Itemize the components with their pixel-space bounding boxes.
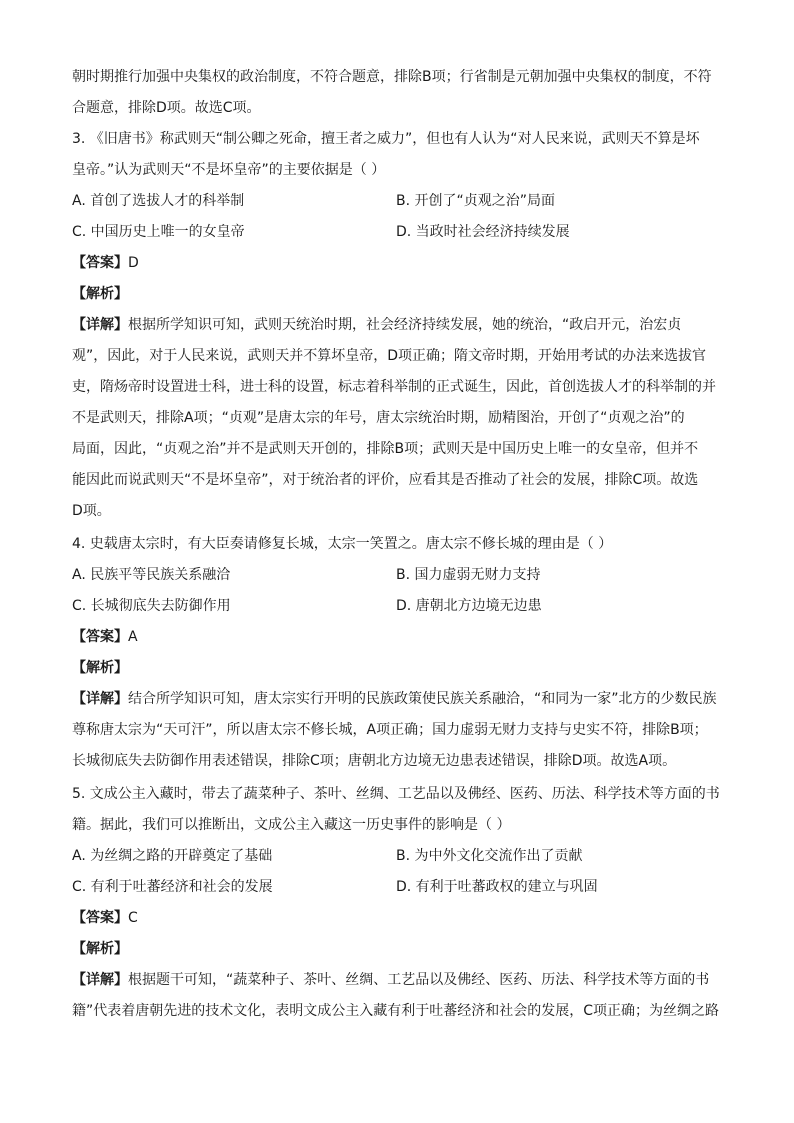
question-3-detail: 不是武则天，排除A项；“贞观”是唐太宗的年号，唐太宗统治时期，励精图治，开创了“贞观之治”的 — [72, 410, 685, 426]
question-3-analysis-tag: 【解析】 — [72, 286, 128, 302]
detail-text: 根据所学知识可知，武则天统治时期，社会经济持续发展，她的统治，“政启开元，治宏贞 — [128, 317, 682, 333]
text-line: 合题意，排除D项。故选C项。 — [72, 100, 261, 116]
question-4-analysis-tag: 【解析】 — [72, 660, 128, 676]
detail-tag: 【详解】 — [72, 972, 128, 988]
answer-tag: 【答案】 — [72, 629, 128, 645]
question-5-option-b: B. 为中外文化交流作出了贡献 — [396, 848, 583, 864]
question-5-analysis-tag: 【解析】 — [72, 941, 128, 957]
question-3-answer — [72, 254, 722, 272]
answer-tag: 【答案】 — [72, 255, 128, 271]
question-4-detail: 尊称唐太宗为“天可汗”，所以唐太宗不修长城，A项正确；国力虚弱无财力支持与史实不符，排除B项； — [72, 722, 708, 738]
question-3-detail: 吏，隋炀帝时设置进士科，进士科的设置，标志着科举制的正式诞生，因此，首创选拔人才的科举制的并 — [72, 379, 716, 395]
detail-text: 根据题干可知，“蔬菜种子、茶叶、丝绸、工艺品以及佛经、医药、历法、科学技术等方面的书 — [128, 972, 710, 988]
text-line: 朝时期推行加强中央集权的政治制度，不符合题意，排除B项；行省制是元朝加强中央集权的制度，不符 — [72, 69, 712, 85]
question-3-detail — [72, 316, 722, 334]
answer-value: A — [128, 629, 138, 645]
detail-text: 结合所学知识可知，唐太宗实行开明的民族政策使民族关系融洽，“和同为一家”北方的少数民族 — [128, 691, 717, 707]
question-3-option-b: B. 开创了“贞观之治”局面 — [396, 193, 556, 209]
question-3-option-a: A. 首创了选拔人才的科举制 — [72, 193, 245, 209]
question-4-stem: 4. 史载唐太宗时，有大臣奏请修复长城，太宗一笑置之。唐太宗不修长城的理由是（ ） — [72, 536, 613, 552]
question-4-option-c: C. 长城彻底失去防御作用 — [72, 598, 231, 614]
question-5-option-c: C. 有利于吐蕃经济和社会的发展 — [72, 879, 273, 895]
answer-tag: 【答案】 — [72, 910, 128, 926]
question-3-detail: D项。 — [72, 503, 111, 519]
question-3-stem: 3. 《旧唐书》称武则天“制公卿之死命，擅王者之威力”，但也有人认为“对人民来说，武则天不算是坏 — [72, 131, 700, 147]
answer-value: D — [128, 255, 139, 271]
question-5-stem: 5. 文成公主入藏时，带去了蔬菜种子、茶叶、丝绸、工艺品以及佛经、医药、历法、科学技术等方面的书 — [72, 786, 720, 802]
question-3-stem: 皇帝。”认为武则天“不是坏皇帝”的主要依据是（ ） — [72, 162, 386, 178]
question-4-option-b: B. 国力虚弱无财力支持 — [396, 567, 541, 583]
question-5-stem: 籍。据此，我们可以推断出，文成公主入藏这一历史事件的影响是（ ） — [72, 817, 511, 833]
question-4-option-a: A. 民族平等民族关系融洽 — [72, 567, 231, 583]
question-5-option-d: D. 有利于吐蕃政权的建立与巩固 — [396, 879, 598, 895]
question-5-detail — [72, 971, 722, 989]
answer-value: C — [128, 910, 138, 926]
question-3-detail: 局面，因此，“贞观之治”并不是武则天开创的，排除B项；武则天是中国历史上唯一的女皇帝，但并不 — [72, 441, 699, 457]
detail-tag: 【详解】 — [72, 317, 128, 333]
question-3-option-c: C. 中国历史上唯一的女皇帝 — [72, 224, 245, 240]
question-3-option-d: D. 当政时社会经济持续发展 — [396, 224, 570, 240]
question-3-detail: 能因此而说武则天“不是坏皇帝”，对于统治者的评价，应看其是否推动了社会的发展，排除C项。故选 — [72, 472, 699, 488]
question-5-option-a: A. 为丝绸之路的开辟奠定了基础 — [72, 848, 273, 864]
question-4-answer — [72, 628, 722, 646]
question-4-option-d: D. 唐朝北方边境无边患 — [396, 598, 542, 614]
question-4-detail: 长城彻底失去防御作用表述错误，排除C项；唐朝北方边境无边患表述错误，排除D项。故选A项。 — [72, 753, 677, 769]
question-5-detail: 籍”代表着唐朝先进的技术文化，表明文成公主入藏有利于吐蕃经济和社会的发展，C项正确；为丝绸之路 — [72, 1003, 720, 1019]
question-4-detail — [72, 690, 722, 708]
question-5-answer — [72, 909, 722, 927]
question-3-detail: 观”，因此，对于人民来说，武则天并不算坏皇帝，D项正确；隋文帝时期，开始用考试的办法来选拔官 — [72, 348, 707, 364]
detail-tag: 【详解】 — [72, 691, 128, 707]
